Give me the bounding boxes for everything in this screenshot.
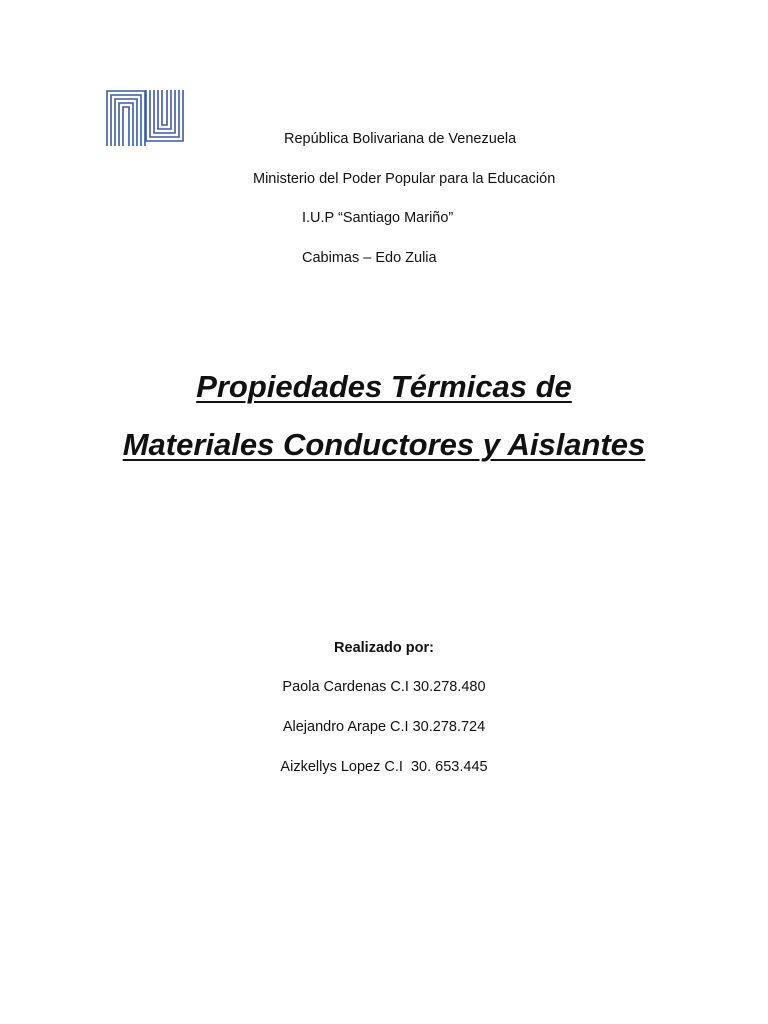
header-institute: I.U.P “Santiago Mariño” [302,210,454,226]
document-title-line-2: Materiales Conductores y Aislantes [122,427,646,462]
author-3: Aizkellys Lopez C.I 30. 653.445 [280,759,488,775]
header-location: Cabimas – Edo Zulia [302,250,437,266]
document-title-line-1: Propiedades Térmicas de [196,369,572,404]
header-country: República Bolivariana de Venezuela [284,131,517,147]
header-ministry: Ministerio del Poder Popular para la Educación [253,171,556,187]
author-1: Paola Cardenas C.I 30.278.480 [282,679,486,695]
credits-heading: Realizado por: [334,640,434,656]
institution-logo-icon [106,90,184,146]
author-2: Alejandro Arape C.I 30.278.724 [282,719,486,735]
